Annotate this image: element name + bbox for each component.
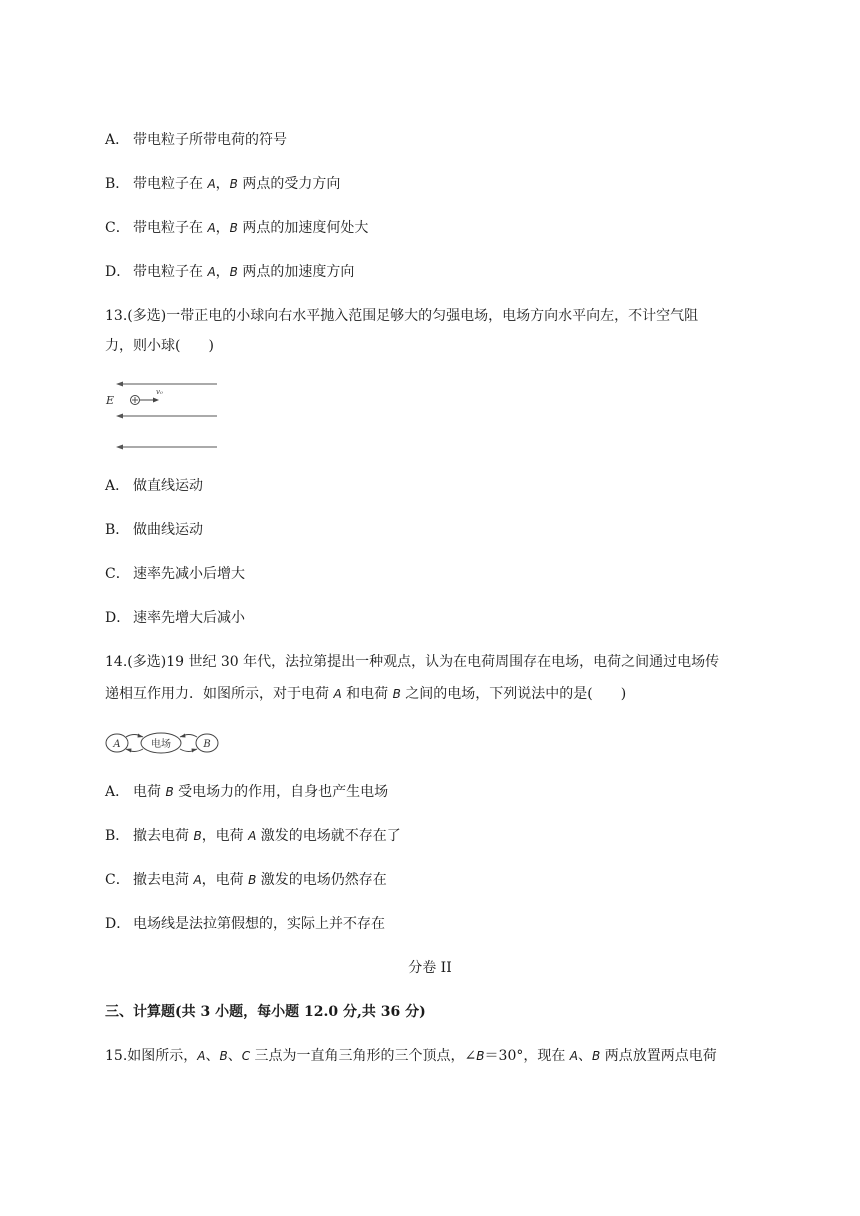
option-letter: B． [105, 176, 130, 192]
q13-option-b [105, 520, 203, 540]
stem-text: 和电荷 [341, 686, 393, 702]
option-text: 撤去电菏 [133, 872, 194, 888]
option-text: 激发的电场就不存在了 [256, 828, 401, 844]
var-b: B [229, 265, 238, 279]
option-text: 速率先减小后增大 [133, 566, 245, 582]
option-text: 激发的电场仍然存在 [256, 872, 387, 888]
var: A [248, 829, 257, 843]
var: B [193, 829, 202, 843]
option-letter: C． [105, 566, 130, 582]
option-text: 撤去电荷 [133, 828, 194, 844]
var-b: B [592, 1049, 601, 1063]
option-text: 做直线运动 [133, 478, 203, 494]
option-letter: A． [105, 132, 130, 148]
option-letter: D． [105, 610, 131, 626]
option-text: 带电粒子在 [133, 176, 208, 192]
option-text: ，电荷 [201, 872, 249, 888]
var-c: C [241, 1049, 251, 1063]
option-text: ， [215, 176, 230, 192]
stem-text: 三点为一直角三角形的三个顶点，∠ [250, 1048, 477, 1064]
option-letter: A． [105, 478, 130, 494]
option-text: ， [215, 220, 230, 236]
option-text: 两点的受力方向 [237, 176, 341, 192]
charge-b-label: B [203, 739, 211, 750]
var-b: B [219, 1049, 228, 1063]
var-a: A [207, 221, 216, 235]
option-text: 做曲线运动 [133, 522, 203, 538]
option-letter: D． [105, 264, 131, 280]
option-letter: D． [105, 916, 131, 932]
stem-text: ＝30°，现在 [484, 1048, 570, 1064]
option-text: 带电粒子在 [133, 264, 208, 280]
var: B [165, 785, 174, 799]
q12-option-d [105, 262, 354, 282]
field-arrowhead [116, 382, 123, 387]
q14-option-d [105, 914, 385, 934]
q14-stem-line2 [105, 684, 626, 704]
var-a: A [207, 177, 216, 191]
part3-heading: 三、计算题(共 3 小题，每小题 12.0 分,共 36 分) [105, 1004, 426, 1020]
option-text: 电荷 [133, 784, 166, 800]
var: B [248, 873, 257, 887]
option-letter: B． [105, 522, 130, 538]
q14-option-a [105, 782, 388, 802]
option-text: 速率先增大后减小 [133, 610, 245, 626]
option-text: 两点的加速度方向 [237, 264, 355, 280]
field-arrowhead [116, 445, 123, 450]
q12-option-b [105, 174, 340, 194]
q14-field-diagram [102, 728, 224, 758]
q13-option-d [105, 608, 245, 628]
stem-text: 、 [205, 1048, 220, 1064]
option-text: 受电场力的作用，自身也产生电场 [173, 784, 389, 800]
stem-text: 两点放置两点电荷 [600, 1048, 717, 1064]
var-a: A [569, 1049, 579, 1063]
section-title: 分卷 II [408, 960, 452, 976]
q14-stem-line1: 14.(多选)19 世纪 30 年代，法拉第提出一种观点，认为在电荷周围存在电场，电荷之间通过电场传 [105, 654, 720, 670]
option-letter: C． [105, 220, 130, 236]
velocity-label: v₀ [156, 388, 163, 396]
var-b: B [229, 177, 238, 191]
option-text: 带电粒子在 [133, 220, 208, 236]
stem-text: 15.如图所示， [105, 1048, 198, 1064]
field-arrowhead [116, 414, 123, 419]
var-b: B [392, 687, 401, 701]
option-text: ，电荷 [201, 828, 249, 844]
option-text: ， [215, 264, 230, 280]
charge-a-label: A [113, 739, 121, 750]
option-letter: B． [105, 828, 130, 844]
q14-option-c [105, 870, 387, 890]
q12-option-c [105, 218, 368, 238]
q13-stem-line2: 力，则小球( ) [105, 338, 214, 354]
option-letter: A． [105, 784, 130, 800]
option-text: 带电粒子所带电荷的符号 [133, 132, 287, 148]
q12-option-a [105, 130, 287, 150]
stem-text: 、 [227, 1048, 242, 1064]
q13-field-figure [100, 372, 224, 454]
q13-option-a [105, 476, 203, 496]
option-text: 电场线是法拉第假想的，实际上并不存在 [133, 916, 385, 932]
field-label: E [106, 394, 115, 407]
q14-option-b [105, 826, 401, 846]
var-b: B [476, 1049, 485, 1063]
field-center-label: 电场 [151, 739, 171, 750]
q13-option-c [105, 564, 245, 584]
var: A [193, 873, 202, 887]
var-b: B [229, 221, 238, 235]
stem-text: 、 [578, 1048, 593, 1064]
var-a: A [207, 265, 216, 279]
option-letter: C． [105, 872, 130, 888]
var-a: A [197, 1049, 206, 1063]
stem-text: 递相互作用力．如图所示，对于电荷 [105, 686, 334, 702]
var-a: A [333, 687, 342, 701]
q15-stem [105, 1046, 717, 1066]
q13-stem-line1: 13.(多选)一带正电的小球向右水平抛入范围足够大的匀强电场，电场方向水平向左，不计空气阻 [105, 308, 699, 324]
option-text: 两点的加速度何处大 [237, 220, 369, 236]
stem-text: 之间的电场，下列说法中的是( ) [400, 686, 627, 702]
